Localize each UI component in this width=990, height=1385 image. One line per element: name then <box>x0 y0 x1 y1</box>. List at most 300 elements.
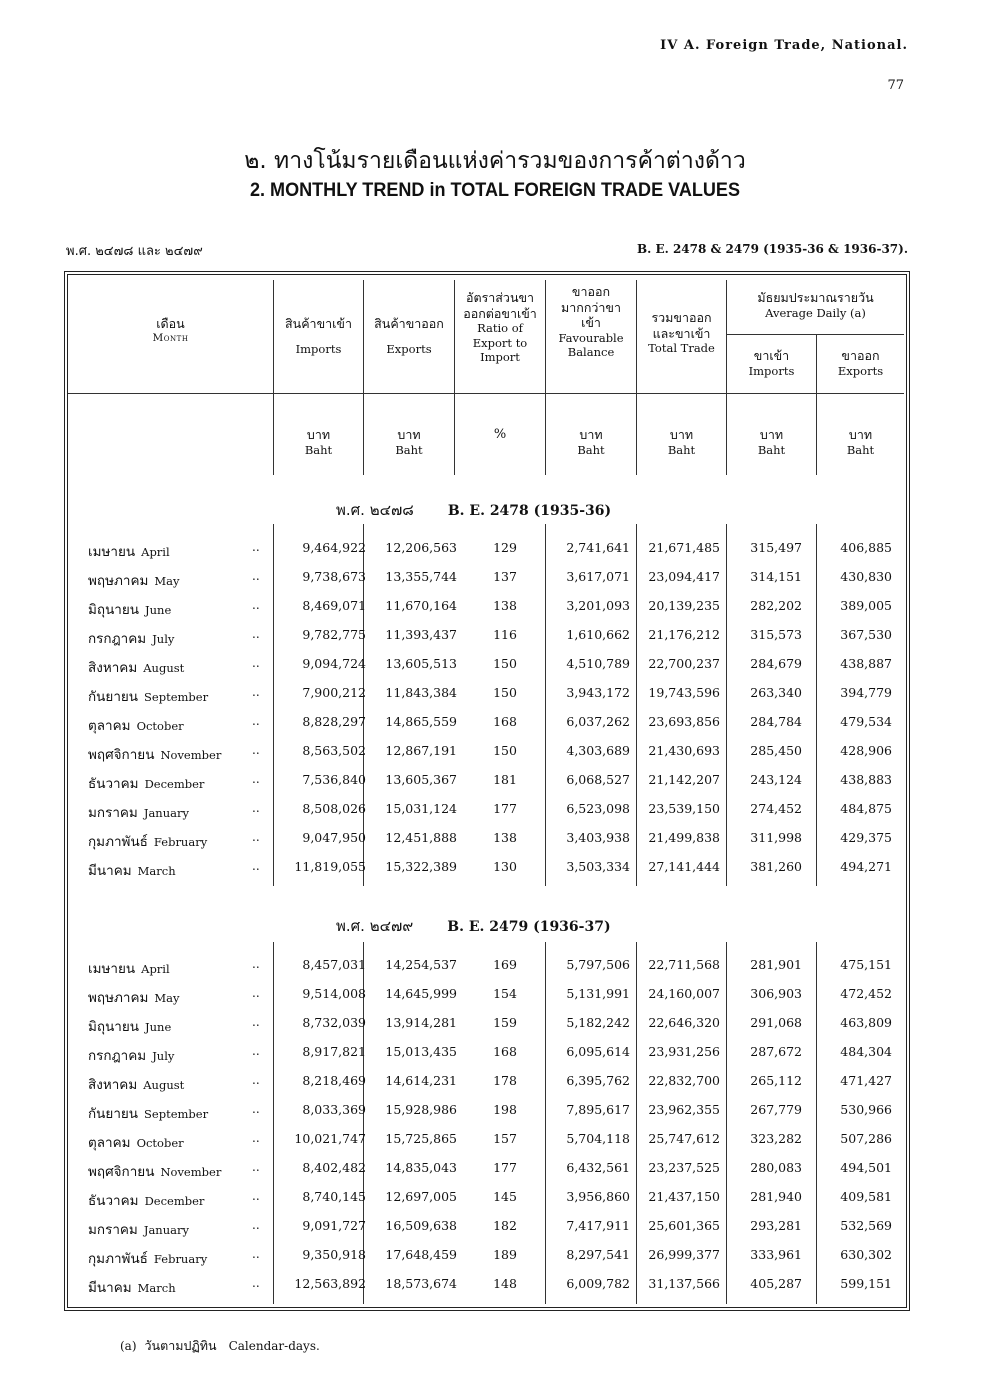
favourable-cell: 3,403,938 <box>566 830 630 845</box>
header-fav-thai-1: ขาออก <box>571 284 611 299</box>
exports-cell: 15,928,986 <box>385 1102 457 1117</box>
favourable-cell: 5,704,118 <box>566 1131 630 1146</box>
exports-cell: 17,648,459 <box>385 1247 457 1262</box>
month-cell <box>88 859 176 881</box>
month-english: August <box>143 661 185 675</box>
ratio-cell: 130 <box>493 859 517 874</box>
month-english: February <box>153 835 208 849</box>
total-cell: 22,700,237 <box>648 656 720 671</box>
exports-cell: 14,835,043 <box>385 1160 457 1175</box>
exports-cell: 12,697,005 <box>385 1189 457 1204</box>
month-english: March <box>137 1281 176 1295</box>
month-cell <box>88 1015 171 1037</box>
total-cell: 20,139,235 <box>648 598 720 613</box>
avg-imports-cell: 263,340 <box>750 685 802 700</box>
unit-avg-imports <box>727 427 816 457</box>
unit-percent: % <box>493 427 507 442</box>
table-row <box>0 1069 990 1098</box>
leader-dots: .. <box>252 627 260 641</box>
imports-cell: 9,514,008 <box>302 986 366 1001</box>
exports-cell: 13,355,744 <box>385 569 457 584</box>
table-row <box>0 982 990 1011</box>
leader-dots: .. <box>252 1218 260 1232</box>
header-avg-imports-thai: ขาเข้า <box>753 348 790 363</box>
imports-cell: 8,469,071 <box>302 598 366 613</box>
section-title-2479 <box>336 914 611 938</box>
exports-cell: 15,322,389 <box>385 859 457 874</box>
total-cell: 23,094,417 <box>648 569 720 584</box>
header-fav-thai-3: เข้า <box>581 315 601 331</box>
table-row <box>0 797 990 826</box>
exports-cell: 11,843,384 <box>385 685 457 700</box>
month-thai: เมษายน <box>88 961 136 977</box>
favourable-cell: 5,182,242 <box>566 1015 630 1030</box>
table-row <box>0 594 990 623</box>
month-thai: พฤษภาคม <box>88 990 149 1006</box>
header-avg-exports <box>817 348 904 378</box>
avg-imports-cell: 265,112 <box>750 1073 802 1088</box>
month-english: June <box>145 603 172 617</box>
leader-dots: .. <box>252 685 260 699</box>
avg-imports-cell: 243,124 <box>750 772 802 787</box>
exports-cell: 12,867,191 <box>385 743 457 758</box>
avg-exports-cell: 530,966 <box>840 1102 892 1117</box>
total-cell: 25,747,612 <box>648 1131 720 1146</box>
month-thai: พฤศจิกายน <box>88 747 155 763</box>
month-cell <box>88 830 207 852</box>
month-thai: พฤศจิกายน <box>88 1164 155 1180</box>
unit-baht-english: Baht <box>577 442 605 457</box>
month-cell <box>88 801 189 823</box>
month-cell <box>88 598 171 620</box>
header-avg-imports-english: Imports <box>748 363 795 378</box>
exports-cell: 15,725,865 <box>385 1131 457 1146</box>
ratio-cell: 169 <box>493 957 517 972</box>
header-avg-exports-english: Exports <box>837 363 884 378</box>
leader-dots: .. <box>252 859 260 873</box>
ratio-cell: 145 <box>493 1189 517 1204</box>
avg-exports-cell: 630,302 <box>840 1247 892 1262</box>
avg-exports-cell: 472,452 <box>840 986 892 1001</box>
month-thai: มิถุนายน <box>88 602 140 618</box>
month-cell <box>88 569 180 591</box>
imports-cell: 8,828,297 <box>302 714 366 729</box>
header-imports-english: Imports <box>295 341 342 356</box>
month-english: March <box>137 864 176 878</box>
ratio-cell: 177 <box>493 1160 517 1175</box>
leader-dots: .. <box>252 772 260 786</box>
imports-cell: 7,536,840 <box>302 772 366 787</box>
month-cell <box>88 714 184 736</box>
month-english: November <box>160 748 222 762</box>
table-row <box>0 1243 990 1272</box>
month-english: May <box>154 574 180 588</box>
avg-exports-cell: 484,875 <box>840 801 892 816</box>
header-exports-english: Exports <box>386 341 432 356</box>
leader-dots: .. <box>252 986 260 1000</box>
leader-dots: .. <box>252 1073 260 1087</box>
header-ratio-thai-2: ออกต่อขาเข้า <box>463 305 537 321</box>
header-avg-english: Average Daily (a) <box>765 305 866 320</box>
header-total-thai-2: และขาเข้า <box>652 325 711 341</box>
unit-imports <box>274 427 363 457</box>
month-thai: กุมภาพันธ์ <box>88 834 148 850</box>
favourable-cell: 2,741,641 <box>566 540 630 555</box>
ratio-cell: 182 <box>493 1218 517 1233</box>
avg-imports-cell: 333,961 <box>750 1247 802 1262</box>
unit-baht-english: Baht <box>304 442 333 457</box>
imports-cell: 9,738,673 <box>302 569 366 584</box>
favourable-cell: 7,417,911 <box>566 1218 630 1233</box>
title-thai: ๒. ทางโน้มรายเดือนแห่งค่ารวมของการค้าต่างด้าว <box>244 148 746 174</box>
favourable-cell: 4,510,789 <box>566 656 630 671</box>
month-thai: มิถุนายน <box>88 1019 140 1035</box>
leader-dots: .. <box>252 1044 260 1058</box>
month-english: January <box>143 1223 189 1237</box>
unit-baht-english: Baht <box>667 442 696 457</box>
footnote-english: Calendar-days. <box>228 1339 320 1353</box>
favourable-cell: 4,303,689 <box>566 743 630 758</box>
imports-cell: 8,732,039 <box>302 1015 366 1030</box>
total-cell: 22,711,568 <box>648 957 720 972</box>
exports-cell: 14,614,231 <box>385 1073 457 1088</box>
month-english: April <box>141 962 170 976</box>
month-english: June <box>145 1020 172 1034</box>
header-month-english: Month <box>152 331 189 344</box>
section-title-thai: พ.ศ. ๒๔๗๘ <box>336 501 414 519</box>
header-fav-thai-2: มากกว่าขา <box>561 299 621 315</box>
header-avg-thai: มัธยมประมาณรายวัน <box>757 290 874 305</box>
table-row <box>0 1011 990 1040</box>
avg-imports-cell: 323,282 <box>750 1131 802 1146</box>
month-cell <box>88 627 174 649</box>
favourable-cell: 3,617,071 <box>566 569 630 584</box>
table-row <box>0 652 990 681</box>
avg-imports-cell: 281,940 <box>750 1189 802 1204</box>
avg-imports-cell: 314,151 <box>750 569 802 584</box>
exports-cell: 15,031,124 <box>385 801 457 816</box>
total-cell: 21,671,485 <box>648 540 720 555</box>
favourable-cell: 3,503,334 <box>566 859 630 874</box>
ratio-cell: 138 <box>493 830 517 845</box>
avg-imports-cell: 280,083 <box>750 1160 802 1175</box>
ratio-cell: 148 <box>493 1276 517 1291</box>
avg-imports-cell: 315,497 <box>750 540 802 555</box>
unit-baht-thai: บาท <box>579 427 603 442</box>
month-thai: มีนาคม <box>88 1280 132 1296</box>
total-cell: 21,142,207 <box>648 772 720 787</box>
header-month-thai: เดือน <box>156 316 185 331</box>
avg-exports-cell: 494,271 <box>840 859 892 874</box>
ratio-cell: 181 <box>493 772 517 787</box>
imports-cell: 8,917,821 <box>302 1044 366 1059</box>
month-thai: สิงหาคม <box>88 1077 138 1093</box>
avg-exports-cell: 484,304 <box>840 1044 892 1059</box>
leader-dots: .. <box>252 1189 260 1203</box>
avg-imports-cell: 315,573 <box>750 627 802 642</box>
month-cell <box>88 685 208 707</box>
month-cell <box>88 743 221 765</box>
ratio-cell: 168 <box>493 1044 517 1059</box>
month-cell <box>88 957 170 979</box>
header-fav-english-1: Favourable <box>558 330 624 345</box>
avg-exports-cell: 463,809 <box>840 1015 892 1030</box>
avg-imports-cell: 287,672 <box>750 1044 802 1059</box>
avg-imports-cell: 284,679 <box>750 656 802 671</box>
table-row <box>0 739 990 768</box>
month-cell <box>88 540 170 562</box>
imports-cell: 8,033,369 <box>302 1102 366 1117</box>
table-row <box>0 1272 990 1301</box>
header-total <box>637 310 726 356</box>
favourable-cell: 5,797,506 <box>566 957 630 972</box>
exports-cell: 13,914,281 <box>385 1015 457 1030</box>
header-ratio <box>455 290 545 364</box>
month-cell <box>88 772 204 794</box>
imports-cell: 8,218,469 <box>302 1073 366 1088</box>
month-thai: กรกฎาคม <box>88 631 147 647</box>
month-cell <box>88 1102 208 1124</box>
total-cell: 23,931,256 <box>648 1044 720 1059</box>
month-english: December <box>144 777 205 791</box>
leader-dots: .. <box>252 1247 260 1261</box>
exports-cell: 13,605,367 <box>385 772 457 787</box>
leader-dots: .. <box>252 598 260 612</box>
total-cell: 22,832,700 <box>648 1073 720 1088</box>
month-english: September <box>144 1107 209 1121</box>
favourable-cell: 5,131,991 <box>566 986 630 1001</box>
unit-baht-english: Baht <box>757 442 786 457</box>
favourable-cell: 6,395,762 <box>566 1073 630 1088</box>
leader-dots: .. <box>252 1160 260 1174</box>
month-thai: เมษายน <box>88 544 136 560</box>
total-cell: 21,430,693 <box>648 743 720 758</box>
month-thai: ตุลาคม <box>88 1135 131 1151</box>
avg-imports-cell: 291,068 <box>750 1015 802 1030</box>
header-average-daily <box>727 290 904 320</box>
total-cell: 22,646,320 <box>648 1015 720 1030</box>
month-english: May <box>154 991 180 1005</box>
unit-baht-thai: บาท <box>848 427 873 442</box>
favourable-cell: 6,068,527 <box>566 772 630 787</box>
month-thai: สิงหาคม <box>88 660 138 676</box>
avg-exports-cell: 409,581 <box>840 1189 892 1204</box>
month-cell <box>88 1276 176 1298</box>
ratio-cell: 116 <box>493 627 517 642</box>
footnote-mark: (a) <box>120 1339 137 1353</box>
exports-cell: 12,451,888 <box>385 830 457 845</box>
avg-imports-cell: 267,779 <box>750 1102 802 1117</box>
header-imports <box>274 316 363 356</box>
ratio-cell: 168 <box>493 714 517 729</box>
unit-baht-thai: บาท <box>759 427 784 442</box>
table-row <box>0 826 990 855</box>
avg-exports-cell: 532,569 <box>840 1218 892 1233</box>
avg-exports-cell: 430,830 <box>840 569 892 584</box>
total-cell: 31,137,566 <box>648 1276 720 1291</box>
leader-dots: .. <box>252 540 260 554</box>
imports-cell: 7,900,212 <box>302 685 366 700</box>
favourable-cell: 3,956,860 <box>566 1189 630 1204</box>
leader-dots: .. <box>252 1015 260 1029</box>
total-cell: 23,962,355 <box>648 1102 720 1117</box>
month-english: October <box>136 1136 184 1150</box>
imports-cell: 9,464,922 <box>302 540 366 555</box>
table-row <box>0 536 990 565</box>
total-cell: 23,237,525 <box>648 1160 720 1175</box>
leader-dots: .. <box>252 801 260 815</box>
header-ratio-thai-1: อัตราส่วนขา <box>465 290 535 305</box>
imports-cell: 9,350,918 <box>302 1247 366 1262</box>
total-cell: 19,743,596 <box>648 685 720 700</box>
ratio-cell: 150 <box>493 743 517 758</box>
favourable-cell: 6,523,098 <box>566 801 630 816</box>
favourable-cell: 6,432,561 <box>566 1160 630 1175</box>
exports-cell: 13,605,513 <box>385 656 457 671</box>
leader-dots: .. <box>252 830 260 844</box>
imports-cell: 9,091,727 <box>302 1218 366 1233</box>
header-month <box>68 316 273 345</box>
month-thai: มกราคม <box>88 805 138 821</box>
avg-imports-cell: 281,901 <box>750 957 802 972</box>
imports-cell: 8,457,031 <box>302 957 366 972</box>
avg-exports-cell: 479,534 <box>840 714 892 729</box>
unit-baht-thai: บาท <box>669 427 694 442</box>
header-total-thai-1: รวมขาออก <box>651 310 712 325</box>
exports-cell: 16,509,638 <box>385 1218 457 1233</box>
ratio-cell: 137 <box>493 569 517 584</box>
unit-baht-thai: บาท <box>306 427 331 442</box>
avg-imports-cell: 306,903 <box>750 986 802 1001</box>
avg-exports-cell: 406,885 <box>840 540 892 555</box>
imports-cell: 9,094,724 <box>302 656 366 671</box>
imports-cell: 11,819,055 <box>294 859 366 874</box>
ratio-cell: 159 <box>493 1015 517 1030</box>
unit-baht-thai: บาท <box>397 427 421 442</box>
avg-exports-cell: 507,286 <box>840 1131 892 1146</box>
avg-exports-cell: 389,005 <box>840 598 892 613</box>
month-thai: กรกฎาคม <box>88 1048 147 1064</box>
month-cell <box>88 1218 189 1240</box>
total-cell: 23,539,150 <box>648 801 720 816</box>
section-title-english: B. E. 2479 (1936-37) <box>447 919 611 935</box>
leader-dots: .. <box>252 1276 260 1290</box>
month-thai: กันยายน <box>88 1106 139 1122</box>
favourable-cell: 8,297,541 <box>566 1247 630 1262</box>
header-total-english: Total Trade <box>648 341 715 356</box>
avg-exports-cell: 428,906 <box>840 743 892 758</box>
exports-cell: 14,865,559 <box>385 714 457 729</box>
avg-exports-cell: 471,427 <box>840 1073 892 1088</box>
exports-cell: 14,254,537 <box>385 957 457 972</box>
avg-imports-cell: 284,784 <box>750 714 802 729</box>
imports-cell: 8,402,482 <box>302 1160 366 1175</box>
header-rule <box>68 393 904 394</box>
favourable-cell: 6,037,262 <box>566 714 630 729</box>
header-ratio-english-3: Import <box>480 350 520 364</box>
table-row <box>0 1156 990 1185</box>
total-cell: 23,693,856 <box>648 714 720 729</box>
favourable-cell: 7,895,617 <box>566 1102 630 1117</box>
unit-total <box>637 427 726 457</box>
month-english: November <box>160 1165 222 1179</box>
month-english: September <box>144 690 209 704</box>
table-row <box>0 768 990 797</box>
month-thai: กุมภาพันธ์ <box>88 1251 148 1267</box>
avg-exports-cell: 599,151 <box>840 1276 892 1291</box>
total-cell: 21,437,150 <box>648 1189 720 1204</box>
month-english: August <box>143 1078 185 1092</box>
table-row <box>0 855 990 884</box>
imports-cell: 8,740,145 <box>302 1189 366 1204</box>
leader-dots: .. <box>252 714 260 728</box>
unit-avg-exports <box>817 427 904 457</box>
imports-cell: 10,021,747 <box>294 1131 366 1146</box>
exports-cell: 11,670,164 <box>385 598 457 613</box>
subtitle-english: B. E. 2478 & 2479 (1935-36 & 1936-37). <box>636 242 908 256</box>
table-row <box>0 565 990 594</box>
header-exports <box>364 316 454 356</box>
month-thai: มกราคม <box>88 1222 138 1238</box>
running-head: IV A. Foreign Trade, National. <box>660 38 908 53</box>
avg-imports-cell: 274,452 <box>750 801 802 816</box>
footnote <box>120 1336 320 1356</box>
header-imports-thai: สินค้าขาเข้า <box>285 316 352 331</box>
imports-cell: 8,508,026 <box>302 801 366 816</box>
month-english: July <box>152 1049 175 1063</box>
exports-cell: 14,645,999 <box>385 986 457 1001</box>
month-cell <box>88 656 184 678</box>
imports-cell: 9,782,775 <box>302 627 366 642</box>
month-thai: กันยายน <box>88 689 139 705</box>
unit-baht-english: Baht <box>846 442 875 457</box>
subtitle-thai: พ.ศ. ๒๔๗๘ และ ๒๔๗๙ <box>66 244 203 259</box>
footnote-thai: วันตามปฏิทิน <box>144 1338 217 1353</box>
favourable-cell: 6,095,614 <box>566 1044 630 1059</box>
header-fav-english-2: Balance <box>567 345 615 360</box>
avg-imports-cell: 381,260 <box>750 859 802 874</box>
table-row <box>0 623 990 652</box>
table-row <box>0 710 990 739</box>
month-thai: มีนาคม <box>88 863 132 879</box>
ratio-cell: 138 <box>493 598 517 613</box>
table-row <box>0 1040 990 1069</box>
month-english: October <box>136 719 184 733</box>
section-title-2478 <box>336 498 611 522</box>
table-row <box>0 953 990 982</box>
month-thai: ธันวาคม <box>88 776 139 792</box>
table-row <box>0 1214 990 1243</box>
table-row <box>0 1127 990 1156</box>
month-english: December <box>144 1194 205 1208</box>
sub-header-rule <box>726 334 904 335</box>
avg-imports-cell: 311,998 <box>750 830 802 845</box>
month-cell <box>88 1247 207 1269</box>
avg-exports-cell: 438,887 <box>840 656 892 671</box>
favourable-cell: 3,943,172 <box>566 685 630 700</box>
favourable-cell: 6,009,782 <box>566 1276 630 1291</box>
imports-cell: 8,563,502 <box>302 743 366 758</box>
header-favourable <box>546 284 636 360</box>
month-thai: ธันวาคม <box>88 1193 139 1209</box>
header-avg-exports-thai: ขาออก <box>841 348 880 363</box>
ratio-cell: 150 <box>493 656 517 671</box>
exports-cell: 18,573,674 <box>385 1276 457 1291</box>
avg-exports-cell: 494,501 <box>840 1160 892 1175</box>
avg-exports-cell: 429,375 <box>840 830 892 845</box>
header-avg-imports <box>727 348 816 378</box>
favourable-cell: 3,201,093 <box>566 598 630 613</box>
